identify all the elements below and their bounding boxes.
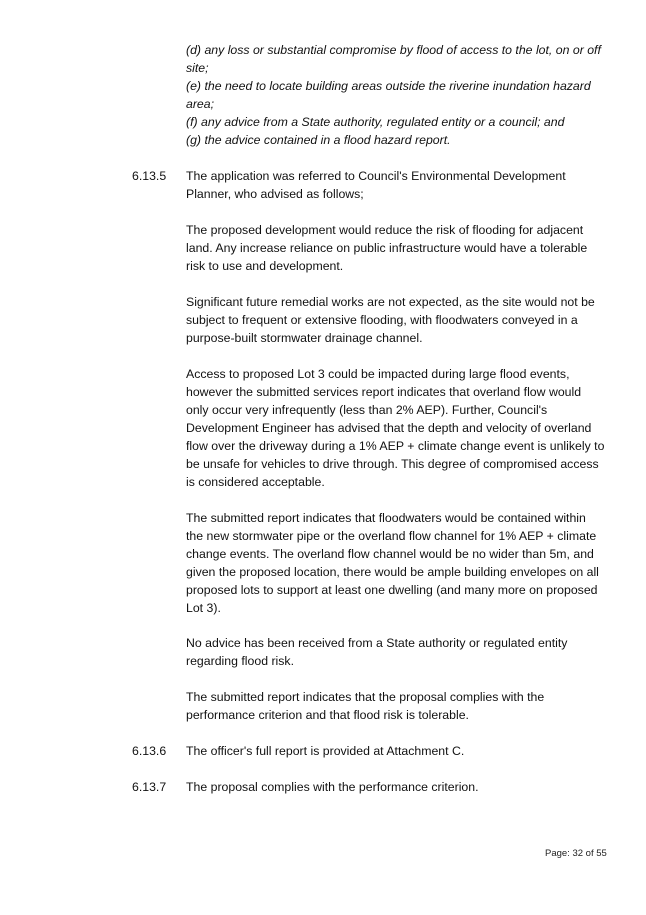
criteria-item-f: (f) any advice from a State authority, regulated entity or a council; and [186, 115, 565, 129]
advice-paragraph-3: Access to proposed Lot 3 could be impacted during large flood events, however the submitted services report indicates that overland flow would only occur very infrequently (less than 2% AEP). Further, Council's Development Engineer has advised that the depth and velocity of overland flow over the driveway during a 1% AEP + climate change event is unlikely to be unsafe for vehicles to drive through. This degree of compromised access is considered acceptable. [186, 367, 605, 489]
section-number-6-13-6: 6.13.6 [132, 744, 167, 758]
section-6-13-5-intro: The application was referred to Council's Environmental Development Planner, who advised as follows; [186, 169, 566, 201]
section-number-6-13-5: 6.13.5 [132, 169, 167, 183]
section-6-13-6-text: The officer's full report is provided at Attachment C. [186, 744, 465, 758]
advice-paragraph-2: Significant future remedial works are not expected, as the site would not be subject to frequent or extensive flooding, with floodwaters conveyed in a purpose-built stormwater drainage channel. [186, 295, 595, 345]
page-number: Page: 32 of 55 [545, 848, 607, 859]
criteria-item-e: (e) the need to locate building areas outside the riverine inundation hazard area; [186, 79, 591, 111]
section-6-13-7-text: The proposal complies with the performance criterion. [186, 780, 479, 794]
advice-paragraph-1: The proposed development would reduce the risk of flooding for adjacent land. Any increase reliance on public infrastructure would have a tolerable risk to use and development. [186, 223, 588, 273]
section-number-6-13-7: 6.13.7 [132, 780, 167, 794]
advice-paragraph-4: The submitted report indicates that floodwaters would be contained within the new stormwater pipe or the overland flow channel for 1% AEP + climate change events. The overland flow channel would be no wider than 5m, and given the proposed location, there would be ample building envelopes on all proposed lots to support at least one dwelling (and many more on proposed Lot 3). [186, 511, 599, 615]
criteria-list [186, 41, 606, 149]
criteria-item-d: (d) any loss or substantial compromise by flood of access to the lot, on or off site; [186, 43, 601, 75]
advice-paragraph-5: No advice has been received from a State authority or regulated entity regarding flood risk. [186, 636, 568, 668]
advice-paragraph-6: The submitted report indicates that the proposal complies with the performance criterion and that flood risk is tolerable. [186, 690, 545, 722]
criteria-item-g: (g) the advice contained in a flood hazard report. [186, 133, 451, 147]
